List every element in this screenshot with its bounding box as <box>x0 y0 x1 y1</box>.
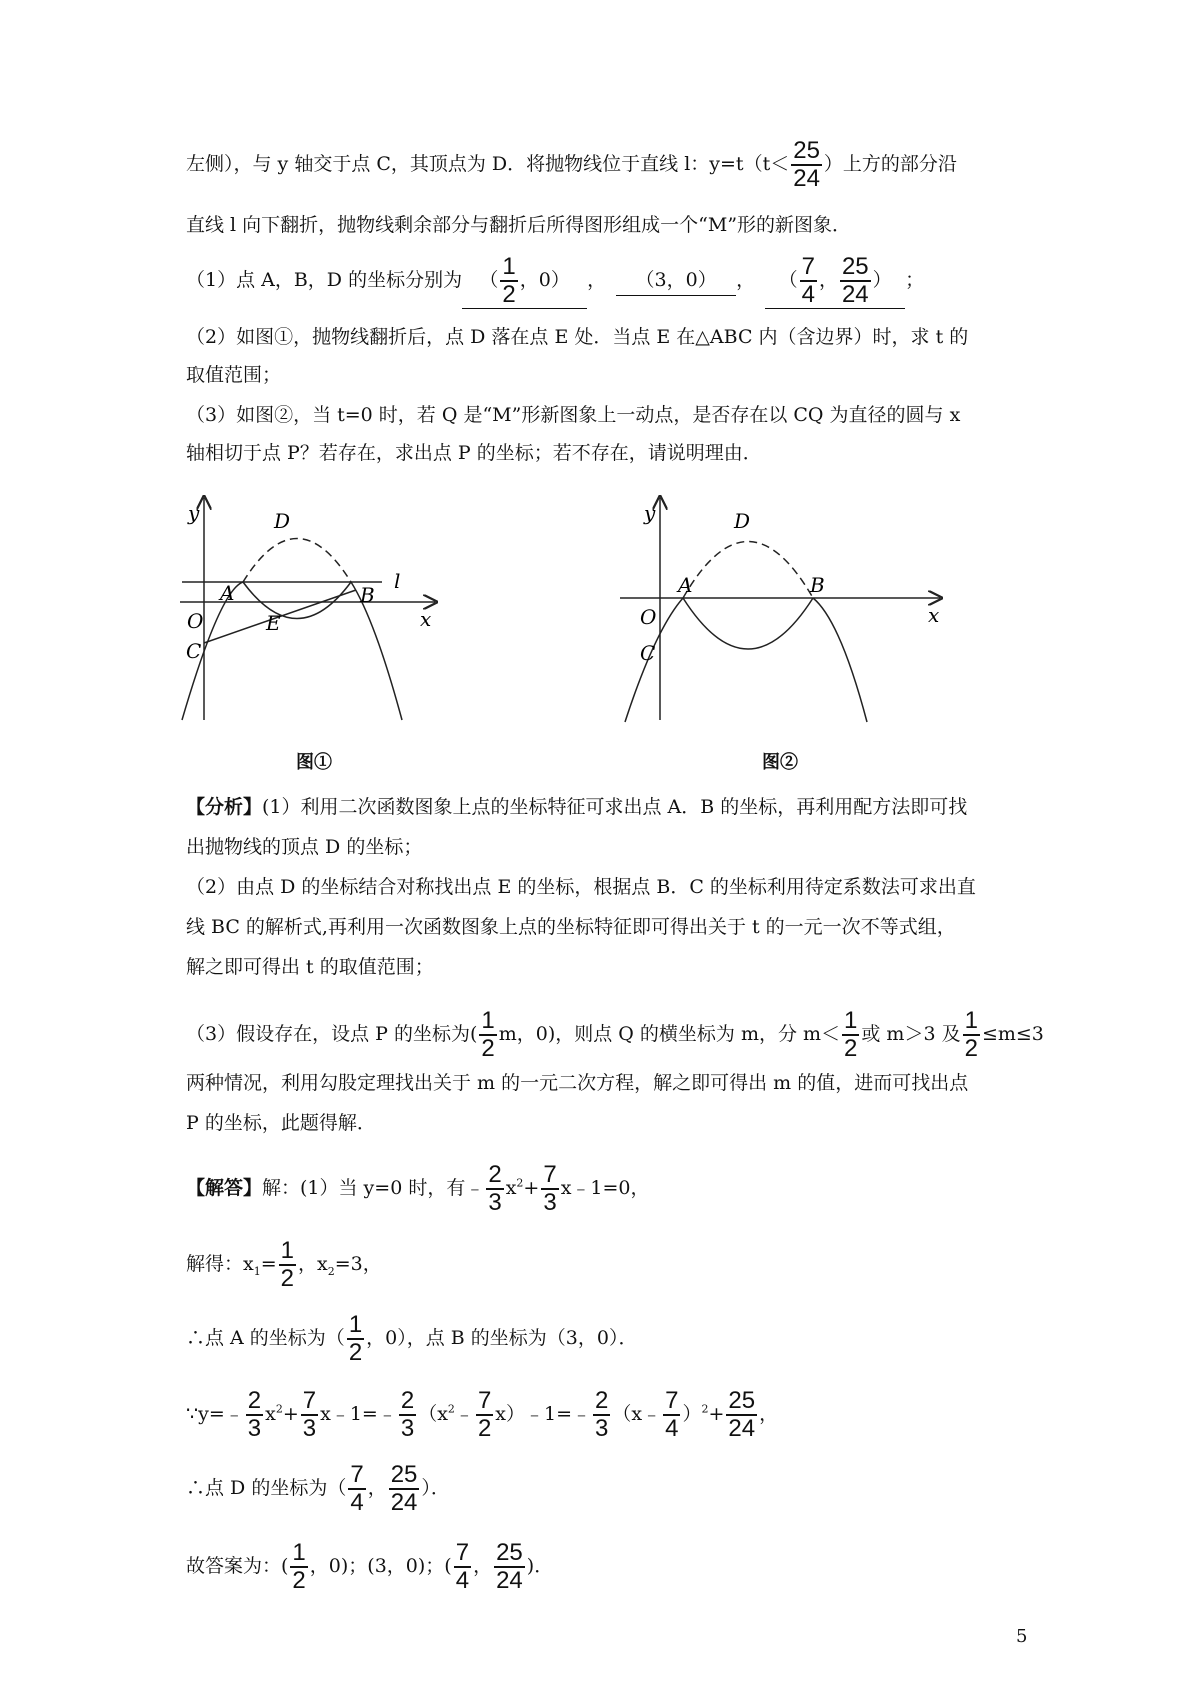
problem-line-2: 直线 l 向下翻折，抛物线剩余部分与翻折后所得图形组成一个“M”形的新图象． <box>186 214 852 236</box>
figure-1-caption: 图① <box>296 752 332 773</box>
question-2-line-2: 取值范围； <box>186 364 282 386</box>
analysis-p1-line-1: 【分析】(1）利用二次函数图象上点的坐标特征可求出点 A．B 的坐标，再利用配方法即可找 <box>186 796 968 818</box>
parabola-dashed-arc <box>683 542 813 599</box>
folded-arc <box>243 582 351 619</box>
solution-line-4: ∵y=﹣ $\frac{2}{3}$ $x^2+$ $\frac{7}{3}$ x﹣1=﹣ $\frac{2}{3}$ （$x^2﹣$ $\frac{7}{2}$ x）﹣1=﹣ $\frac{2}{3}$ （x﹣ $\frac{7}{4}$ ）$^2$+ $\frac{25}{24}$ ， <box>186 1387 779 1442</box>
analysis-p3-line-2: 两种情况，利用勾股定理找出关于 m 的一元二次方程，解之即可得出 m 的值，进而可找出点 <box>186 1072 969 1094</box>
analysis-p2-line-1: （2）由点 D 的坐标结合对称找出点 E 的坐标，根据点 B．C 的坐标利用待定系数法可求出直 <box>186 876 976 898</box>
label-d: D <box>274 509 291 533</box>
label-x: x <box>420 607 432 631</box>
answer-blank-a: （ $\frac{1}{2}$ ，0） <box>462 254 587 309</box>
label-e: E <box>266 611 281 635</box>
question-2-line-1: （2）如图①，抛物线翻折后，点 D 落在点 E 处．当点 E 在△ABC 内（含边界）时，求 t 的 <box>186 326 969 348</box>
label-c: C <box>640 641 656 665</box>
answer-blank-d: （ $\frac{7}{4}$ ， $\frac{25}{24}$ ） <box>765 254 905 309</box>
parabola-right-branch <box>813 598 867 722</box>
problem-line-1: 左侧），与 y 轴交于点 C，其顶点为 D．将抛物线位于直线 l：y=t（t＜ $\frac{25}{24}$ ）上方的部分沿 <box>186 137 957 192</box>
page-number: 5 <box>1016 1626 1028 1647</box>
question-1: （1）点 A，B，D 的坐标分别为 （ $\frac{1}{2}$ ，0） ， （3，0） ， （ $\frac{7}{4}$ ， $\frac{25}{24}$ ） ； <box>186 253 925 308</box>
question-3-line-2: 轴相切于点 P？若存在，求出点 P 的坐标；若不存在，请说明理由． <box>186 442 762 464</box>
analysis-p3-line-1: （3）假设存在，设点 P 的坐标为( $\frac{1}{2}$ m，0)，则点 Q 的横坐标为 m，分 m＜ $\frac{1}{2}$ 或 m＞3 及 $\frac{1}{2}$ ≤m≤3 <box>186 1007 1044 1062</box>
solution-line-1: 【解答】解：(1）当 y=0 时，有﹣ $\frac{2}{3}$ $x^2+$ $\frac{7}{3}$ x﹣1=0， <box>186 1161 650 1216</box>
answer-blank-b: （3，0） <box>616 265 736 296</box>
solution-line-3: ∴点 A 的坐标为（ $\frac{1}{2}$ ，0），点 B 的坐标为（3，0）． <box>186 1311 638 1366</box>
label-x: x <box>928 603 940 627</box>
label-b: B <box>360 583 375 607</box>
question-3-line-1: （3）如图②，当 t=0 时，若 Q 是“M”形新图象上一动点，是否存在以 CQ 为直径的圆与 x <box>186 404 961 426</box>
figure-1-diagram <box>180 490 470 730</box>
figure-2-caption: 图② <box>762 752 798 773</box>
label-l: l <box>394 569 401 593</box>
label-d: D <box>734 509 751 533</box>
solution-line-6: 故答案为：( $\frac{1}{2}$ ，0)；(3，0)；( $\frac{7}{4}$ ， $\frac{25}{24}$ )． <box>186 1539 554 1594</box>
folded-arc <box>683 598 813 649</box>
analysis-p1-line-2: 出抛物线的顶点 D 的坐标； <box>186 836 423 858</box>
solution-line-5: ∴点 D 的坐标为（ $\frac{7}{4}$ ， $\frac{25}{24}$ ）． <box>186 1461 450 1516</box>
label-y: y <box>188 501 200 525</box>
parabola-dashed-arc <box>243 539 351 583</box>
analysis-p2-line-3: 解之即可得出 t 的取值范围； <box>186 956 434 978</box>
label-a: A <box>220 581 235 605</box>
solution-line-2: 解得：$x_1=$ $\frac{1}{2}$ ，$x_2=3$， <box>186 1237 382 1292</box>
analysis-p2-line-2: 线 BC 的解析式,再利用一次函数图象上点的坐标特征即可得出关于 t 的一元一次不等式组， <box>186 916 956 938</box>
fraction-25-24: $\frac{25}{24}$ <box>793 137 820 192</box>
label-o: O <box>640 605 657 629</box>
label-o: O <box>187 609 204 633</box>
label-a: A <box>678 573 693 597</box>
analysis-p3-line-3: P 的坐标，此题得解． <box>186 1112 376 1134</box>
label-y: y <box>644 501 656 525</box>
figure-2-diagram <box>610 490 960 730</box>
label-b: B <box>810 573 825 597</box>
label-c: C <box>186 639 202 663</box>
